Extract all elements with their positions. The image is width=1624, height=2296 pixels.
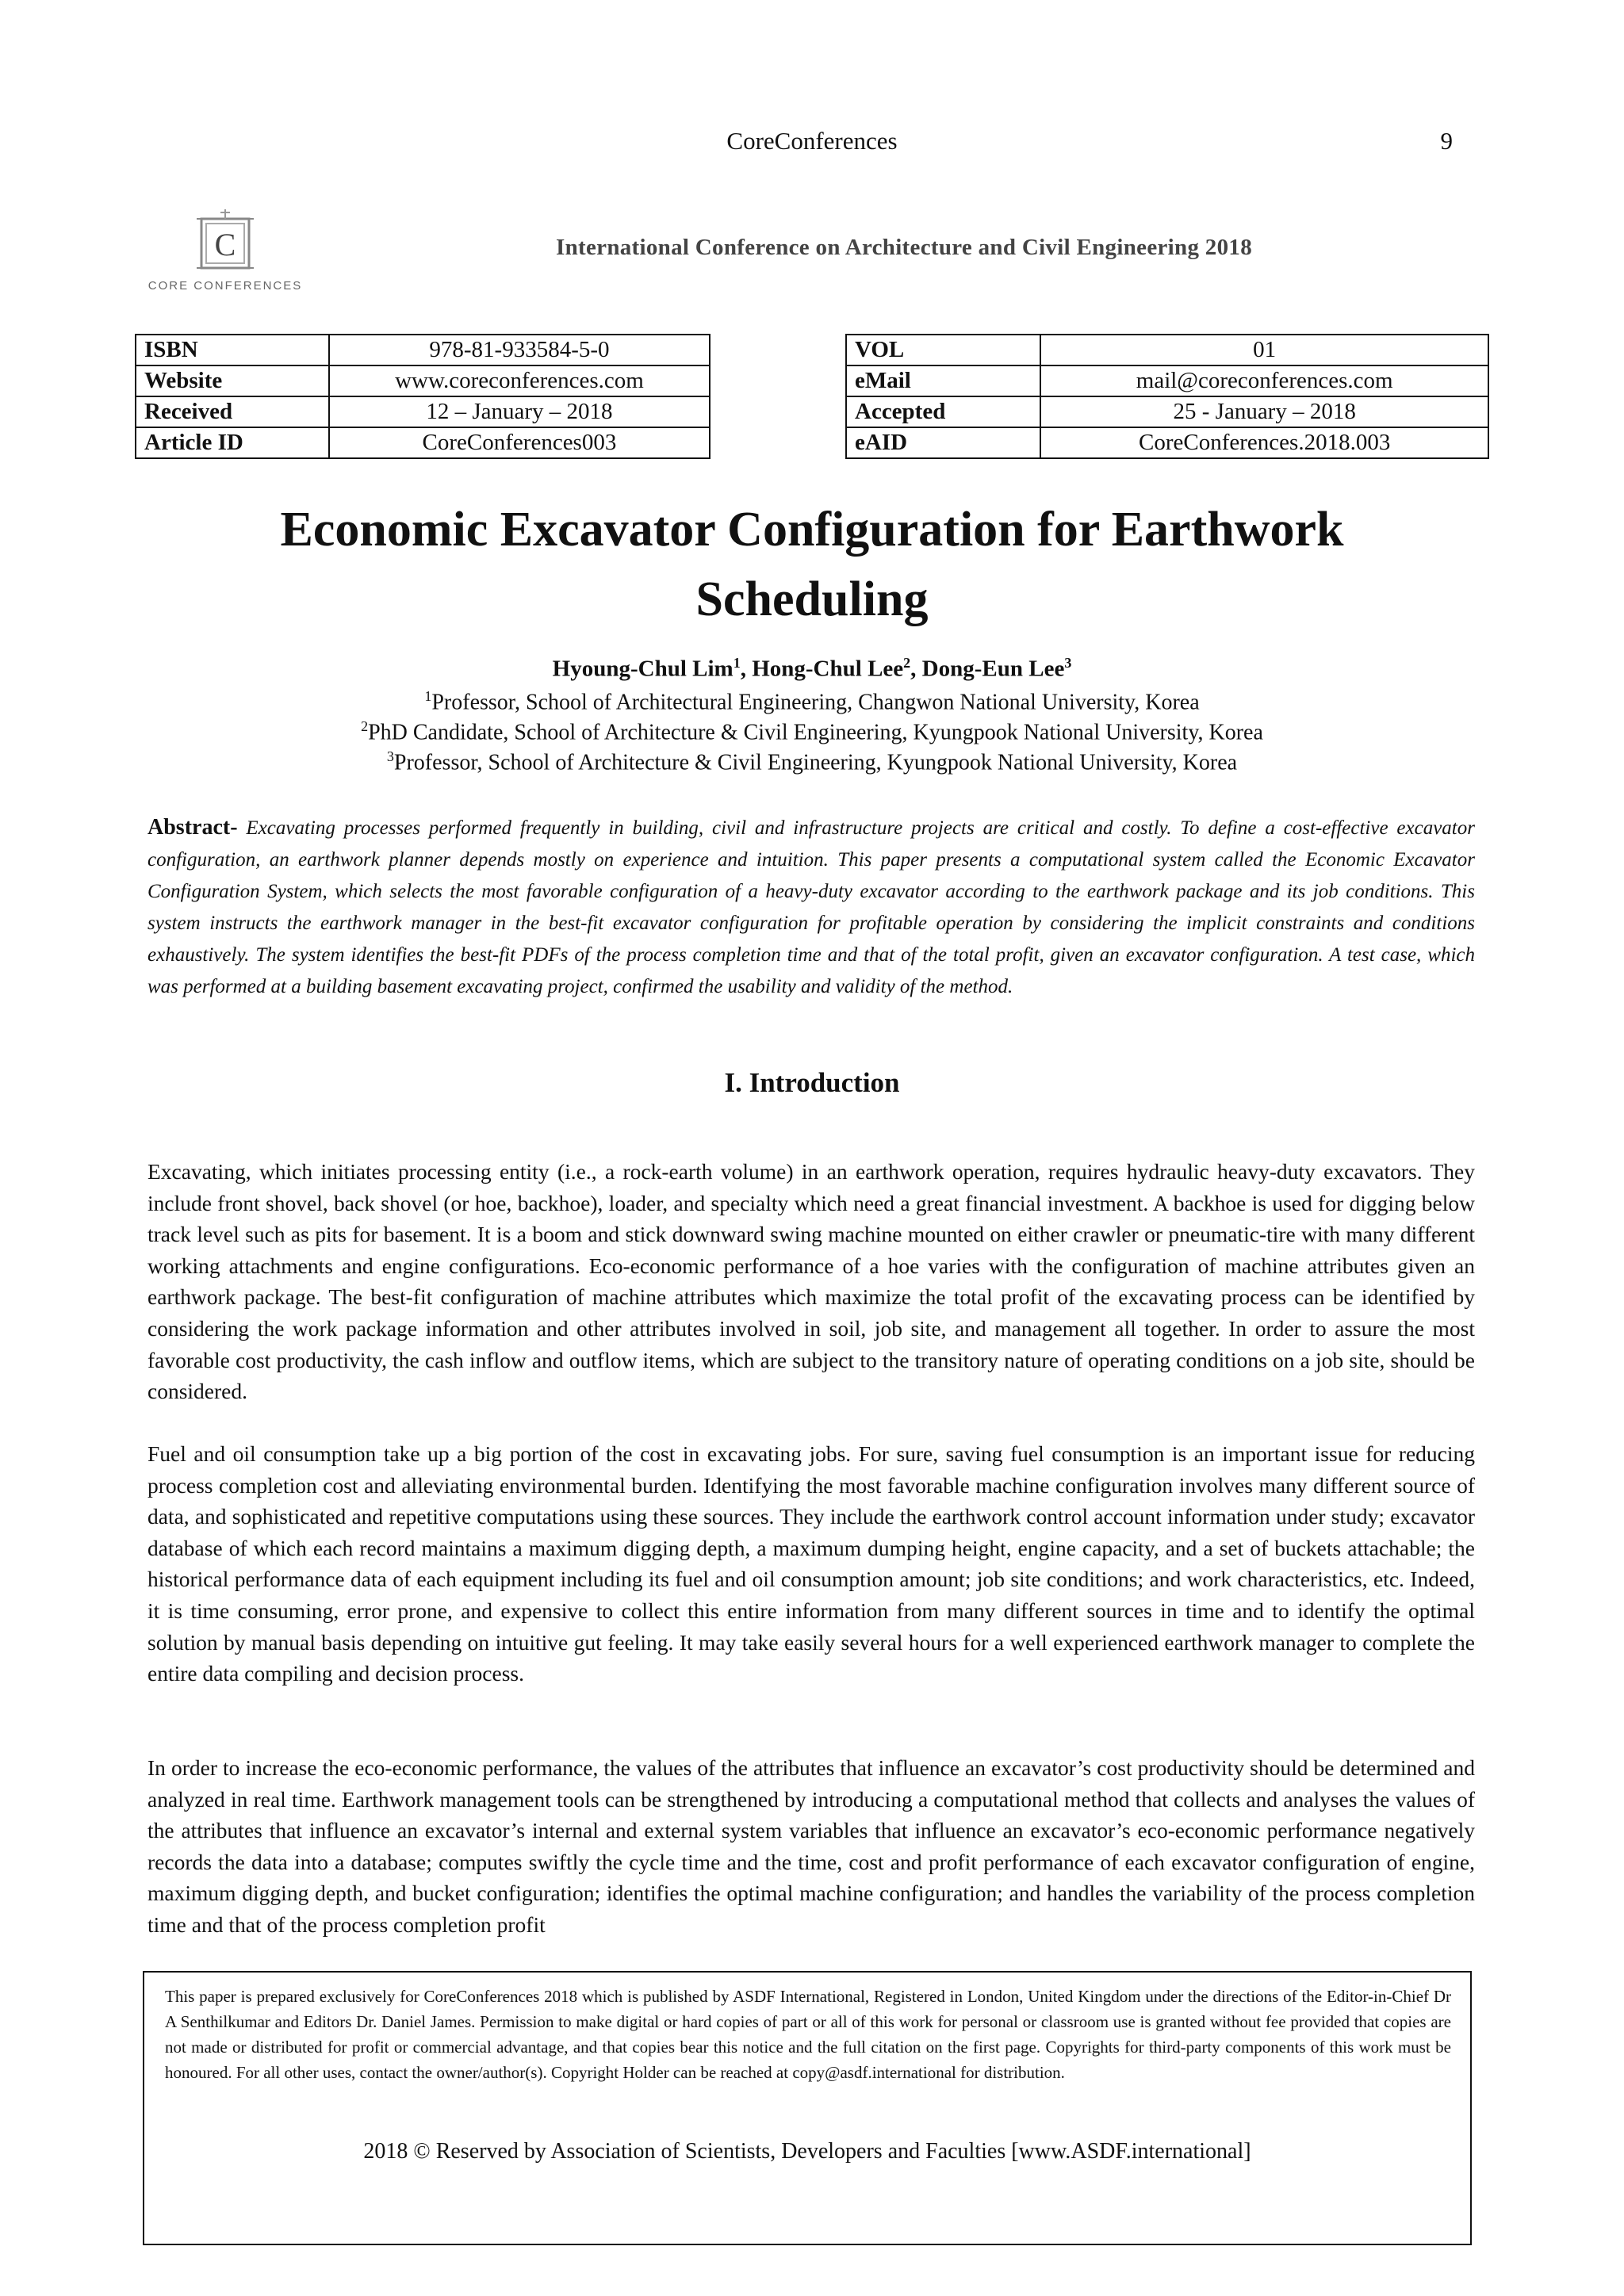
meta-row [846, 365, 1488, 396]
abstract-text: Excavating processes performed frequently in building, civil and infrastructure projects are critical and costly. To define a cost-effective excavator configuration, an earthwork planner depends mostly on experience and intuition. This paper presents a computational system called the Economic Excavator Configuration System, which selects the most favorable configuration of a heavy-duty excavator according to the earthwork package and its job conditions. This system instructs the earthwork manager in the best-fit excavator configuration for profitable operation by considering the implicit constraints and conditions exhaustively. The system identifies the best-fit PDFs of the process completion time and that of the total profit, given an excavator configuration. A test case, which was performed at a building basement excavating project, confirmed the usability and validity of the method. [147, 817, 1475, 997]
meta-value: CoreConferences.2018.003 [1040, 427, 1488, 458]
logo-letter: C [214, 227, 236, 262]
author-name: Dong-Eun Lee [921, 656, 1065, 682]
body-paragraph: Fuel and oil consumption take up a big portion of the cost in excavating jobs. For sure, saving fuel consumption is an important issue for reducing process completion cost and alleviating environmental burden. Identifying the most favorable machine configuration involves many different source of data, and sophisticated and repetitive computations using these sources. They include the earthwork control account information under study; excavator database of which each record maintains a maximum digging depth, a maximum dumping height, engine capacity, and a set of buckets attachable; the historical performance data of each equipment including its fuel and oil consumption amount; job site conditions; and work characteristics, etc. Indeed, it is time consuming, error prone, and expensive to collect this entire information from many different sources in time and to identify the optimal solution by manual basis depending on intuitive gut feeling. It may take easily several hours for a well experienced earthwork manager to complete the entire data compiling and decision process. [147, 1441, 1475, 1686]
author-affil-mark: 3 [1064, 655, 1072, 671]
meta-row [846, 396, 1488, 427]
affiliation [0, 748, 1624, 775]
body-paragraph: In order to increase the eco-economic performance, the values of the attributes that influence an excavator’s cost productivity should be determined and analyzed in real time. Earthwork management tools can be strengthened by introducing a computational method that collects and analyses the values of the attributes that influence an excavator’s internal and external system variables that influence an excavator’s eco-economic performance negatively records the data into a database; computes swiftly the cycle time and the time, cost and profit performance of each excavator configuration of engine, maximum digging depth, and bucket configuration; identifies the optimal machine configuration; and handles the variability of the process completion time and that of the process completion profit [147, 1755, 1475, 1937]
section-heading: I. Introduction [724, 1067, 900, 1098]
logo-emblem-icon [147, 205, 303, 281]
abstract-label: Abstract- [147, 815, 238, 840]
meta-value: mail@coreconferences.com [1040, 365, 1488, 396]
author-affil-mark: 2 [903, 655, 911, 671]
meta-key: Website [136, 365, 329, 396]
meta-key: eAID [846, 427, 1040, 458]
meta-row [136, 335, 710, 365]
affiliation-mark: 2 [361, 718, 369, 734]
meta-row [136, 365, 710, 396]
affiliation-mark: 3 [386, 748, 394, 764]
logo-text: CORE CONFERENCES [147, 279, 303, 293]
affiliation [0, 688, 1624, 715]
running-head: CoreConferences [726, 127, 898, 155]
affiliation-text: Professor, School of Architecture & Civil Engineering, Kyungpook National University, Korea [393, 750, 1238, 775]
meta-key: ISBN [136, 335, 329, 365]
paper-title: Economic Excavator Configuration for Earthwork Scheduling [280, 503, 1344, 626]
meta-key: eMail [846, 365, 1040, 396]
author-name: Hyoung-Chul Lim [552, 656, 733, 682]
meta-value: 01 [1040, 335, 1488, 365]
meta-value: 978-81-933584-5-0 [329, 335, 710, 365]
page-number: 9 [1440, 127, 1453, 155]
footer-box [143, 1971, 1472, 2245]
body-paragraph: Excavating, which initiates processing entity (i.e., a rock-earth volume) in an earthwork operation, requires hydraulic heavy-duty excavators. They include front shovel, back shovel (or hoe, backhoe), loader, and specialty which need a great financial investment. A backhoe is used for digging below track level such as pits for basement. It is a boom and stick downward swing machine mounted on either crawler or pneumatic-tire with many different working attachments and engine configurations. Eco-economic performance of a hoe varies with the configuration of machine attributes given an earthwork package. The best-fit configuration of machine attributes which maximize the total profit of the excavating process can be identified by considering the work package information and other attributes involved in soil, job site, and management all together. In order to assure the most favorable cost productivity, the cash inflow and outflow items, which are subject to the transitory nature of operating conditions on a job site, should be considered. [147, 1159, 1475, 1404]
footer-copyright: 2018 © Reserved by Association of Scientists, Developers and Faculties [www.ASDF.international] [363, 2139, 1251, 2164]
page-header [0, 127, 1624, 166]
abstract [147, 812, 1475, 1003]
meta-row [846, 427, 1488, 458]
author-name: Hong-Chul Lee [752, 656, 904, 682]
conference-name: International Conference on Architecture and Civil Engineering 2018 [556, 235, 1252, 260]
affiliation-mark: 1 [424, 688, 432, 704]
author-affil-mark: 1 [733, 655, 741, 671]
meta-table-left [135, 334, 710, 459]
core-conferences-logo [147, 205, 303, 297]
meta-key: VOL [846, 335, 1040, 365]
author-separator: , [740, 656, 753, 682]
meta-key: Article ID [136, 427, 329, 458]
meta-value: CoreConferences003 [329, 427, 710, 458]
affiliation-text: Professor, School of Architectural Engineering, Changwon National University, Korea [431, 690, 1200, 715]
meta-key: Accepted [846, 396, 1040, 427]
copyright-notice: This paper is prepared exclusively for CoreConferences 2018 which is published by ASDF International, Registered in London, United Kingdom under the directions of the Editor-in-Chief Dr A Senthilkumar and Editors Dr. Daniel James. Permission to make digital or hard copies of part or all of this work for personal or classroom use is granted without fee provided that copies are not made or distributed for profit or commercial advantage, and that copies bear this notice and the full citation on the first page. Copyrights for third-party components of this work must be honoured. For all other uses, contact the owner/author(s). Copyright Holder can be reached at copy@asdf.international for distribution. [165, 1987, 1451, 2082]
meta-row [846, 335, 1488, 365]
meta-value: 25 - January – 2018 [1040, 396, 1488, 427]
meta-row [136, 396, 710, 427]
meta-value: 12 – January – 2018 [329, 396, 710, 427]
meta-table-right [845, 334, 1489, 459]
affiliation-text: PhD Candidate, School of Architecture & Civil Engineering, Kyungpook National University, Korea [368, 720, 1263, 745]
author-separator: , [910, 656, 922, 682]
meta-key: Received [136, 396, 329, 427]
meta-row [136, 427, 710, 458]
affiliation [0, 718, 1624, 745]
meta-value: www.coreconferences.com [329, 365, 710, 396]
author-list [0, 655, 1624, 683]
